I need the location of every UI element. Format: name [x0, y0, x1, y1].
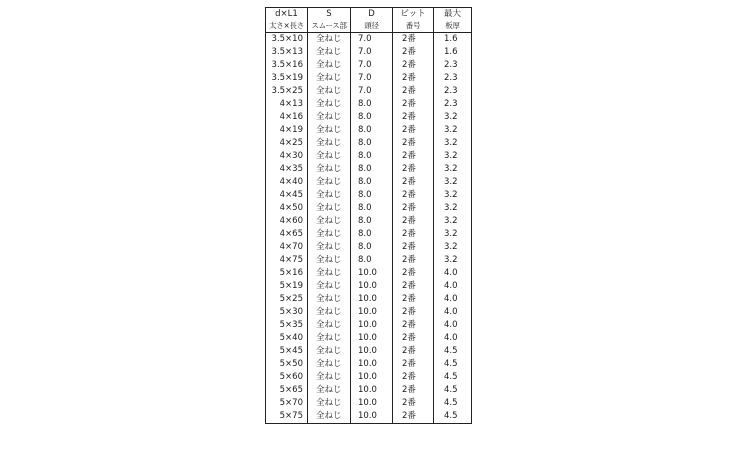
table-row — [266, 85, 472, 98]
cell-head-diameter: 10.0 — [351, 397, 393, 410]
cell-smooth: 全ねじ — [308, 59, 351, 72]
spec-table — [265, 7, 472, 424]
cell-size: 3.5×10 — [266, 33, 308, 47]
cell-bit-number: 2番 — [393, 189, 434, 202]
cell-max-plate: 4.0 — [434, 319, 472, 332]
cell-smooth: 全ねじ — [308, 384, 351, 397]
cell-head-diameter: 7.0 — [351, 72, 393, 85]
cell-max-plate: 2.3 — [434, 98, 472, 111]
table-row — [266, 228, 472, 241]
cell-max-plate: 3.2 — [434, 228, 472, 241]
table-row — [266, 150, 472, 163]
cell-max-plate: 3.2 — [434, 241, 472, 254]
cell-bit-number: 2番 — [393, 59, 434, 72]
cell-max-plate: 4.0 — [434, 280, 472, 293]
cell-head-diameter: 8.0 — [351, 176, 393, 189]
cell-max-plate: 1.6 — [434, 46, 472, 59]
table-row — [266, 384, 472, 397]
cell-max-plate: 4.0 — [434, 306, 472, 319]
cell-smooth: 全ねじ — [308, 124, 351, 137]
cell-smooth: 全ねじ — [308, 319, 351, 332]
cell-smooth: 全ねじ — [308, 254, 351, 267]
cell-max-plate: 4.5 — [434, 371, 472, 384]
cell-head-diameter: 10.0 — [351, 319, 393, 332]
cell-smooth: 全ねじ — [308, 228, 351, 241]
cell-smooth: 全ねじ — [308, 176, 351, 189]
cell-bit-number: 2番 — [393, 85, 434, 98]
table-row — [266, 397, 472, 410]
cell-size: 5×65 — [266, 384, 308, 397]
cell-head-diameter: 8.0 — [351, 254, 393, 267]
table-row — [266, 410, 472, 424]
cell-head-diameter: 8.0 — [351, 111, 393, 124]
cell-bit-number: 2番 — [393, 111, 434, 124]
cell-size: 5×75 — [266, 410, 308, 424]
cell-bit-number: 2番 — [393, 176, 434, 189]
table-row — [266, 306, 472, 319]
cell-head-diameter: 10.0 — [351, 332, 393, 345]
cell-size: 4×75 — [266, 254, 308, 267]
cell-smooth: 全ねじ — [308, 150, 351, 163]
cell-smooth: 全ねじ — [308, 332, 351, 345]
cell-smooth: 全ねじ — [308, 397, 351, 410]
cell-smooth: 全ねじ — [308, 267, 351, 280]
cell-smooth: 全ねじ — [308, 111, 351, 124]
cell-bit-number: 2番 — [393, 137, 434, 150]
header-smooth-bottom: スムース部 — [308, 20, 351, 33]
table-row — [266, 176, 472, 189]
cell-smooth: 全ねじ — [308, 293, 351, 306]
cell-size: 4×50 — [266, 202, 308, 215]
cell-bit-number: 2番 — [393, 150, 434, 163]
cell-bit-number: 2番 — [393, 215, 434, 228]
cell-smooth: 全ねじ — [308, 85, 351, 98]
cell-max-plate: 2.3 — [434, 72, 472, 85]
header-bit-top: ビット — [393, 8, 434, 21]
cell-head-diameter: 10.0 — [351, 280, 393, 293]
table-row — [266, 111, 472, 124]
cell-bit-number: 2番 — [393, 319, 434, 332]
cell-bit-number: 2番 — [393, 124, 434, 137]
cell-smooth: 全ねじ — [308, 46, 351, 59]
cell-head-diameter: 10.0 — [351, 345, 393, 358]
cell-size: 4×30 — [266, 150, 308, 163]
cell-smooth: 全ねじ — [308, 358, 351, 371]
cell-smooth: 全ねじ — [308, 189, 351, 202]
cell-size: 5×45 — [266, 345, 308, 358]
table-row — [266, 46, 472, 59]
table-row — [266, 124, 472, 137]
table-row — [266, 98, 472, 111]
header-head-bottom: 頭径 — [351, 20, 393, 33]
cell-max-plate: 3.2 — [434, 254, 472, 267]
cell-smooth: 全ねじ — [308, 215, 351, 228]
table-row — [266, 319, 472, 332]
table-row — [266, 345, 472, 358]
cell-max-plate: 3.2 — [434, 202, 472, 215]
cell-smooth: 全ねじ — [308, 241, 351, 254]
cell-bit-number: 2番 — [393, 371, 434, 384]
cell-max-plate: 4.5 — [434, 397, 472, 410]
table-row — [266, 280, 472, 293]
table-row — [266, 241, 472, 254]
cell-bit-number: 2番 — [393, 332, 434, 345]
cell-bit-number: 2番 — [393, 306, 434, 319]
cell-size: 4×35 — [266, 163, 308, 176]
cell-bit-number: 2番 — [393, 345, 434, 358]
cell-max-plate: 1.6 — [434, 33, 472, 47]
cell-size: 5×35 — [266, 319, 308, 332]
cell-head-diameter: 7.0 — [351, 85, 393, 98]
cell-head-diameter: 8.0 — [351, 228, 393, 241]
cell-bit-number: 2番 — [393, 397, 434, 410]
cell-max-plate: 3.2 — [434, 137, 472, 150]
cell-size: 5×40 — [266, 332, 308, 345]
cell-bit-number: 2番 — [393, 293, 434, 306]
cell-head-diameter: 8.0 — [351, 189, 393, 202]
cell-size: 5×25 — [266, 293, 308, 306]
cell-max-plate: 4.5 — [434, 410, 472, 424]
cell-max-plate: 4.0 — [434, 267, 472, 280]
table-row — [266, 371, 472, 384]
cell-bit-number: 2番 — [393, 98, 434, 111]
cell-bit-number: 2番 — [393, 280, 434, 293]
cell-head-diameter: 8.0 — [351, 215, 393, 228]
cell-bit-number: 2番 — [393, 202, 434, 215]
cell-max-plate: 4.0 — [434, 332, 472, 345]
cell-bit-number: 2番 — [393, 254, 434, 267]
cell-size: 4×19 — [266, 124, 308, 137]
cell-head-diameter: 10.0 — [351, 293, 393, 306]
cell-bit-number: 2番 — [393, 228, 434, 241]
cell-max-plate: 3.2 — [434, 189, 472, 202]
table-row — [266, 358, 472, 371]
cell-head-diameter: 7.0 — [351, 59, 393, 72]
table-row — [266, 72, 472, 85]
cell-head-diameter: 10.0 — [351, 358, 393, 371]
cell-smooth: 全ねじ — [308, 72, 351, 85]
cell-smooth: 全ねじ — [308, 345, 351, 358]
cell-max-plate: 3.2 — [434, 176, 472, 189]
cell-size: 4×40 — [266, 176, 308, 189]
table-header — [266, 8, 472, 33]
table-row — [266, 332, 472, 345]
cell-size: 4×60 — [266, 215, 308, 228]
cell-max-plate: 3.2 — [434, 215, 472, 228]
table-row — [266, 267, 472, 280]
cell-smooth: 全ねじ — [308, 410, 351, 424]
cell-size: 3.5×16 — [266, 59, 308, 72]
cell-max-plate: 4.0 — [434, 293, 472, 306]
cell-bit-number: 2番 — [393, 267, 434, 280]
cell-head-diameter: 8.0 — [351, 137, 393, 150]
cell-size: 4×16 — [266, 111, 308, 124]
table-row — [266, 163, 472, 176]
cell-max-plate: 4.5 — [434, 358, 472, 371]
table-row — [266, 254, 472, 267]
cell-size: 3.5×19 — [266, 72, 308, 85]
cell-size: 5×19 — [266, 280, 308, 293]
cell-bit-number: 2番 — [393, 384, 434, 397]
cell-max-plate: 3.2 — [434, 163, 472, 176]
cell-head-diameter: 10.0 — [351, 371, 393, 384]
cell-size: 3.5×13 — [266, 46, 308, 59]
cell-smooth: 全ねじ — [308, 163, 351, 176]
cell-head-diameter: 8.0 — [351, 150, 393, 163]
header-bit-bottom: 番号 — [393, 20, 434, 33]
cell-size: 5×70 — [266, 397, 308, 410]
cell-bit-number: 2番 — [393, 72, 434, 85]
header-plate-bottom: 板厚 — [434, 20, 472, 33]
cell-max-plate: 3.2 — [434, 124, 472, 137]
cell-max-plate: 2.3 — [434, 85, 472, 98]
cell-size: 5×60 — [266, 371, 308, 384]
cell-bit-number: 2番 — [393, 33, 434, 47]
cell-size: 4×65 — [266, 228, 308, 241]
header-size-bottom: 太さ×長さ — [266, 20, 308, 33]
cell-head-diameter: 7.0 — [351, 46, 393, 59]
cell-head-diameter: 7.0 — [351, 33, 393, 47]
cell-size: 5×30 — [266, 306, 308, 319]
table-row — [266, 59, 472, 72]
cell-smooth: 全ねじ — [308, 306, 351, 319]
cell-smooth: 全ねじ — [308, 280, 351, 293]
cell-bit-number: 2番 — [393, 358, 434, 371]
cell-head-diameter: 10.0 — [351, 410, 393, 424]
header-head-top: D — [351, 8, 393, 21]
cell-head-diameter: 8.0 — [351, 98, 393, 111]
table-row — [266, 33, 472, 47]
cell-head-diameter: 8.0 — [351, 124, 393, 137]
table-row — [266, 189, 472, 202]
cell-size: 5×16 — [266, 267, 308, 280]
cell-size: 4×70 — [266, 241, 308, 254]
header-plate-top: 最大 — [434, 8, 472, 21]
table-row — [266, 293, 472, 306]
cell-size: 4×13 — [266, 98, 308, 111]
cell-head-diameter: 10.0 — [351, 384, 393, 397]
cell-head-diameter: 8.0 — [351, 241, 393, 254]
cell-bit-number: 2番 — [393, 410, 434, 424]
cell-max-plate: 3.2 — [434, 111, 472, 124]
cell-smooth: 全ねじ — [308, 371, 351, 384]
cell-bit-number: 2番 — [393, 46, 434, 59]
cell-bit-number: 2番 — [393, 241, 434, 254]
table-row — [266, 202, 472, 215]
table-row — [266, 215, 472, 228]
cell-size: 5×50 — [266, 358, 308, 371]
cell-smooth: 全ねじ — [308, 98, 351, 111]
header-size-top: d×L1 — [266, 8, 308, 21]
cell-head-diameter: 10.0 — [351, 267, 393, 280]
cell-max-plate: 4.5 — [434, 384, 472, 397]
cell-smooth: 全ねじ — [308, 137, 351, 150]
cell-max-plate: 2.3 — [434, 59, 472, 72]
table-body — [266, 33, 472, 424]
cell-smooth: 全ねじ — [308, 33, 351, 47]
cell-head-diameter: 10.0 — [351, 306, 393, 319]
header-row-bottom — [266, 20, 472, 33]
cell-size: 4×25 — [266, 137, 308, 150]
cell-bit-number: 2番 — [393, 163, 434, 176]
cell-size: 3.5×25 — [266, 85, 308, 98]
cell-max-plate: 3.2 — [434, 150, 472, 163]
table-row — [266, 137, 472, 150]
header-row-top — [266, 8, 472, 21]
cell-size: 4×45 — [266, 189, 308, 202]
cell-max-plate: 4.5 — [434, 345, 472, 358]
header-smooth-top: S — [308, 8, 351, 21]
cell-smooth: 全ねじ — [308, 202, 351, 215]
cell-head-diameter: 8.0 — [351, 202, 393, 215]
cell-head-diameter: 8.0 — [351, 163, 393, 176]
